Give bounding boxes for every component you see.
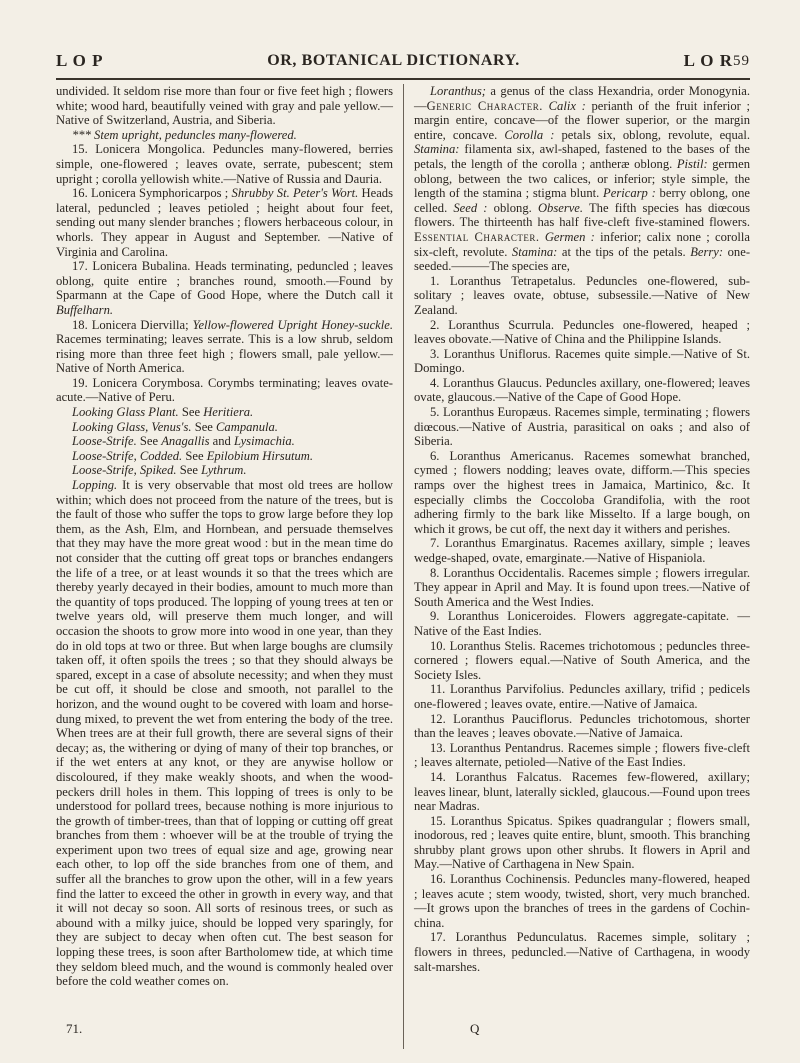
entry-lopping	[56, 478, 393, 989]
entry-x4-rest_it: Epilobium Hirsutum.	[206, 448, 314, 463]
entry-x4-it: Loose-Strife, Codded.	[72, 448, 183, 463]
entry-x3	[56, 434, 393, 449]
entry-r0-lead_it: Loranthus;	[430, 84, 486, 98]
entry-l16-lead_it: Shrubby St. Peter's Wort.	[231, 186, 359, 201]
entry-r0-it7: Seed :	[453, 200, 488, 215]
signature-letter: Q	[470, 1021, 480, 1036]
header-rule	[56, 78, 750, 80]
entry-r9-text: 9. Loranthus Loniceroides. Flowers aggregate-capitate. —Native of the East Indies.	[414, 609, 750, 638]
entry-stem-italic: *** Stem upright, peduncles many-flowered.	[72, 127, 297, 142]
entry-r0-text4: filamenta six, awl-shaped, fastened to the bases of the petals, the length of the corolla ; antheræ oblong.	[414, 142, 750, 171]
entry-r7	[414, 536, 750, 565]
entry-l17-text: 17. Lonicera Bubalina. Heads terminating, peduncled ; leaves oblong, quite entire ; branches round, smooth.—Found by Sparmann at the Cape of Good Hope, where the Dutch call it	[56, 259, 393, 303]
entry-r10	[414, 639, 750, 683]
entry-cont-text: undivided. It seldom rise more than four or five feet high ; flowers white; wood hard, beautifully veined with gray and pale yellow.—Native of Switzerland, Austria, and Siberia.	[56, 84, 393, 128]
entry-x2-rest: See	[191, 419, 217, 434]
entry-r0-it6: Pericarp :	[603, 186, 656, 201]
entry-l16	[56, 186, 393, 259]
entry-r17	[414, 930, 750, 974]
entry-x5-rest: See	[176, 463, 202, 478]
entry-x3-rest2_it: Lysimachia.	[233, 434, 295, 449]
entry-r0-it11: Berry:	[690, 244, 724, 259]
entry-l19-text: 19. Lonicera Corymbosa. Corymbs terminating; leaves ovate-acute.—Native of Peru.	[56, 375, 393, 405]
entry-r7-text: 7. Loranthus Emarginatus. Racemes axillary, simple ; leaves wedge-shaped, ovate, emarginate.—Native of Hispaniola.	[414, 536, 750, 565]
entry-r0	[414, 84, 750, 274]
entry-r11	[414, 682, 750, 711]
entry-l18	[56, 318, 393, 376]
entry-x3-rest_it: Anagallis	[161, 434, 210, 449]
entry-r5	[414, 405, 750, 449]
running-header	[56, 50, 750, 72]
entry-r11-text: 11. Loranthus Parvifolius. Peduncles axillary, trifid ; pedicels one-flowered ; leaves ovate, entire.—Native of Jamaica.	[414, 682, 750, 711]
header-left: L O P	[56, 51, 104, 70]
entry-x2	[56, 420, 393, 435]
entry-r0-it3: Corolla :	[504, 127, 555, 142]
signature-mark: 71.	[66, 1021, 83, 1036]
entry-r0-text3: petals six, oblong, revolute, equal.	[554, 127, 750, 142]
entry-x1-it: Looking Glass Plant.	[72, 405, 179, 420]
entry-r13	[414, 741, 750, 770]
entry-l18-lead: 18. Lonicera Diervilla;	[72, 317, 193, 332]
entry-r1	[414, 274, 750, 318]
entry-r6	[414, 449, 750, 537]
entry-x4-rest: See	[182, 448, 207, 463]
entry-x1-rest_it: Heritiera.	[203, 405, 254, 420]
entry-r0-text5: germen oblong, between the two calices, or inferior; style simple, the length of the stamina ; stigma blunt.	[414, 156, 750, 201]
entry-r1-text: 1. Loranthus Tetrapetalus. Peduncles one-flowered, sub-solitary ; leaves ovate, obtuse, subsessile.—Native of New Zealand.	[414, 273, 750, 317]
entry-r0-text8: The fifth species has diœcous flowers. The thirteenth has half five-cleft five-stamined flowers.	[414, 200, 750, 230]
entry-r13-text: 13. Loranthus Pentandrus. Racemes simple ; flowers five-cleft ; leaves alternate, petioled—Native of the East Indies.	[414, 740, 750, 770]
entry-r6-text: 6. Loranthus Americanus. Racemes somewhat branched, cymed ; flowers nodding; leaves ovate, difform.—This species ramps over the highest trees in Jamaica, Martinico, &c. It especially climbs the Coccoloba Grandifolia, with the root adhering firmly to the bark like Misselto. If a large bough, on which it grows, be cut off, the next day it withers and perishes.	[414, 448, 750, 536]
entry-x5-rest_it: Lythrum.	[201, 463, 247, 478]
entry-x3-it: Loose-Strife.	[72, 434, 137, 449]
entry-r16	[414, 872, 750, 930]
entry-lopping-text: It is very observable that most old trees are hollow within; which does not proceed from the nature of the trees, but is the fault of those who suffer the tops to grow large before they lop them, as the Ash, Elm, and Hornbean, and persuade themselves that they may have the more great wood : but in the mean time do not consider that the cutting off great tops or branches endangers the life of a tree, or at least wounds it so that the trees which are thereby yearly decayed in their bodies, amount to much more than the quantity of tops produced. The lopping of young trees at ten or twelve years old, will preserve them much longer, and will occasion the shoots to grow more into wood in one year, than they do in old tops at two or three. But when large boughs are clumsily taken off, it often spoils the trees ; so that they should always be spared, except in a case of absolute necessity; and when they must be cut off, it should be close and smooth, not parallel to the horizon, and the wound ought to be covered with loam and horse-dung mixed, to prevent the wet from entering the body of the tree. When trees are at their full growth, there are several signs of their decay; as, the withering or dying of many of their top branches, or if the wet enters at any knot, or they are anywise hollow or discoloured, if they make weakly shoots, and when the wood-peckers drill holes in them. This lopping of trees is only to be understood for pollard trees, because nothing is more injurious to the growth of timber-trees, than that of lopping or cutting off great branches from them : whoever will be at the trouble of trying the experiment upon two trees of equal size and age, growing near each other, to lop off the side branches from one of them, and suffer all the branches to grow upon the other, will in a few years find the latter to exceed the other in growth in every way, and that it will not decay so soon. All sorts of resinous trees, or such as abound with a milky juice, should be lopped very sparingly, for they are subject to decay when often cut. The best season for lopping these trees, is soon after Bartholomew tide, at which time they seldom bleed much, and the wound is commonly healed over before the cold weather comes on.	[56, 478, 393, 989]
entry-x2-it: Looking Glass, Venus's.	[72, 419, 192, 434]
entry-r8	[414, 566, 750, 610]
entry-x2-rest_it: Campanula.	[216, 419, 278, 434]
entry-r0-text7: oblong.	[487, 200, 538, 215]
entry-lopping-lead_it: Lopping.	[72, 478, 118, 493]
entry-r0-text2: perianth of the fruit inferior ; margin entire, concave—of the flower superior, or the margin entire, concave.	[414, 98, 750, 142]
entry-r0-it8: Observe.	[537, 200, 584, 215]
entry-r3	[414, 347, 750, 376]
entry-r0-text9: inferior; calix none ; corolla six-cleft, revolute.	[414, 229, 750, 259]
entry-l16-text: Heads lateral, peduncled ; leaves petioled ; height about four feet, sending out many slender branches ; flowers herbaceous colour, in whorls. They appear in August and September. —Native of Virginia and Carolina.	[56, 186, 393, 259]
entry-l18-lead_it: Yellow-flowered Upright Honey-suckle.	[192, 317, 393, 332]
entry-r12	[414, 712, 750, 741]
entry-x1	[56, 405, 393, 420]
entry-r4-text: 4. Loranthus Glaucus. Peduncles axillary, one-flowered; leaves ovate, glaucous.—Native of the Cape of Good Hope.	[414, 375, 750, 405]
entry-r0-it5: Pistil:	[676, 156, 708, 171]
entry-l17	[56, 259, 393, 317]
entry-r0-text6: berry oblong, one celled.	[414, 186, 750, 215]
two-column-body	[56, 84, 750, 1049]
entry-l17-tail_it: Buffelharn.	[56, 302, 114, 317]
entry-l19	[56, 376, 393, 405]
entry-r0-it4: Stamina:	[414, 142, 460, 157]
entry-l15	[56, 142, 393, 186]
entry-x5	[56, 463, 393, 478]
entry-r16-text: 16. Loranthus Cochinensis. Peduncles many-flowered, heaped ; leaves acute ; stem woody, twisted, short, very much branched.—It grows upon the branches of trees in the gardens of Cochin-china.	[414, 872, 750, 930]
page-number: 59	[733, 52, 750, 69]
entry-r10-text: 10. Loranthus Stelis. Racemes trichotomous ; peduncles three-cornered ; flowers equal.—Native of South America, and the Society Isles.	[414, 638, 750, 682]
entry-r14	[414, 770, 750, 814]
entry-r0-text10: at the tips of the petals.	[557, 244, 691, 259]
entry-r3-text: 3. Loranthus Uniflorus. Racemes quite simple.—Native of St. Domingo.	[414, 346, 750, 376]
entry-r15	[414, 814, 750, 872]
entry-x1-rest: See	[178, 405, 204, 420]
entry-stem	[56, 128, 393, 143]
right-column	[403, 84, 750, 1049]
entry-l16-lead: 16. Lonicera Symphoricarpos ;	[72, 186, 232, 201]
entry-r0-it10: Stamina:	[511, 244, 558, 259]
entry-x5-it: Loose-Strife, Spiked.	[72, 463, 177, 478]
entry-l18-text: Racemes terminating; leaves serrate. This is a low shrub, seldom rising more than three feet high ; flowers small, pale yellow.—Native of North America.	[56, 332, 393, 376]
entry-r12-text: 12. Loranthus Pauciflorus. Peduncles trichotomous, shorter than the leaves ; leaves obovate.—Native of Jamaica.	[414, 711, 750, 741]
left-column	[56, 84, 403, 1049]
header-right: L O R	[683, 51, 733, 70]
entry-r0-it2: Calix :	[542, 98, 586, 113]
entry-r5-text: 5. Loranthus Europæus. Racemes simple, terminating ; flowers diœcous.—Native of Austria, parasitical on oaks ; and also of Siberia.	[414, 405, 750, 449]
entry-r0-it9: Germen :	[539, 229, 595, 244]
entry-x3-rest2: and	[209, 434, 234, 449]
entry-l15-text: 15. Lonicera Mongolica. Peduncles many-flowered, berries simple, one-flowered ; leaves ovate, serrate, pubescent; stem upright ; corolla yellowish white.—Native of Russia and Dauria.	[56, 142, 393, 186]
entry-r0-text: a genus of the class Hexandria, order Monogynia.—	[414, 84, 750, 113]
entry-r0-text11: one-seeded.———The species are,	[414, 244, 751, 274]
entry-r4	[414, 376, 750, 405]
header-title: OR, BOTANICAL DICTIONARY.	[267, 52, 520, 69]
entry-r2	[414, 318, 750, 347]
entry-r15-text: 15. Loranthus Spicatus. Spikes quadrangular ; flowers small, inodorous, red ; leaves quite entire, blunt, smooth. This branching shrubby plant grows upon other shrubs. It flowers in April and May.—Native of Carthagena in New Spain.	[414, 813, 750, 872]
entry-r8-text: 8. Loranthus Occidentalis. Racemes simple ; flowers irregular. They appear in April and May. It is found upon trees.—Native of South America and the West Indies.	[414, 565, 750, 609]
entry-r14-text: 14. Loranthus Falcatus. Racemes few-flowered, axillary; leaves linear, blunt, laterally sickled, glaucous.—Found upon trees near Madras.	[414, 769, 750, 814]
entry-r2-text: 2. Loranthus Scurrula. Peduncles one-flowered, heaped ; leaves obovate.—Native of China and the Philippine Islands.	[414, 317, 750, 347]
entry-r17-text: 17. Loranthus Pedunculatus. Racemes simple, solitary ; flowers in threes, peduncled.—Native of Carthagena, in woody salt-marshes.	[414, 930, 750, 974]
entry-x3-rest: See	[136, 434, 162, 449]
entry-x4	[56, 449, 393, 464]
entry-r0-sc2: Essential Character.	[414, 229, 540, 244]
entry-r9	[414, 609, 750, 638]
entry-r0-sc: Generic Character.	[426, 98, 543, 113]
entry-cont	[56, 84, 393, 128]
